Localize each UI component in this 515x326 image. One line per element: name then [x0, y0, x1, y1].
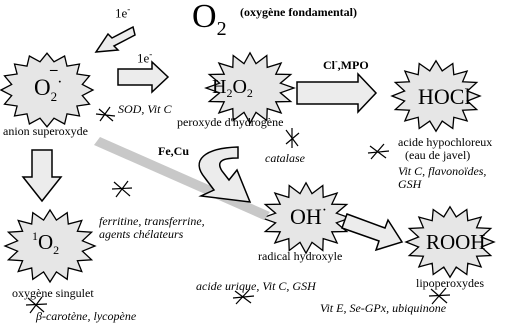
inhibitor-ferritine-1: ferritine, transferrine, [99, 214, 205, 228]
reaction-cl: Cl [323, 58, 335, 72]
title-note: (oxygène fondamental) [240, 5, 357, 19]
h2o2-o: O [232, 76, 247, 98]
superoxide-label: anion superoxyde [3, 124, 88, 138]
inhibit-mark-hocl [368, 144, 389, 159]
arrow-oh-to-rooh [342, 214, 402, 250]
inhibitor-vitc-flav-2: GSH [398, 177, 422, 191]
inhibit-mark-sod [96, 107, 115, 121]
electron-right-sup: - [149, 49, 153, 59]
h2o2-label: peroxyde d'hydrogène [177, 115, 284, 129]
superoxide-dot: · [57, 74, 63, 91]
inhibit-mark-catalase [286, 128, 299, 148]
oh-label: radical hydroxyle [258, 249, 343, 263]
h2o2-h: H [212, 76, 227, 98]
superoxide-minus: – [50, 62, 58, 78]
inhibitor-catalase: catalase [265, 151, 305, 165]
superoxide-formula [34, 74, 63, 104]
inhibit-mark-ferritine [112, 181, 132, 197]
hocl-label-2: (eau de javel) [405, 148, 471, 162]
oh-formula [290, 202, 328, 229]
arrow-superoxide-to-h2o2 [118, 62, 168, 92]
inhibitor-ferritine-2: agents chélateurs [99, 227, 184, 241]
arrow-o2-to-superoxide [96, 27, 135, 52]
hocl-formula: HOCl [418, 84, 471, 109]
title-sub: 2 [216, 18, 227, 40]
curved-arrow-h2o2-to-oh [199, 147, 250, 202]
electron-top-sup: - [127, 4, 131, 14]
hocl-label-1: acide hypochloreux [398, 135, 493, 149]
reaction-cl-sup: - [335, 57, 338, 66]
oh-text: OH [290, 204, 322, 229]
title-o2 [192, 0, 227, 40]
inhibitor-carotene: β-carotène, lycopène [36, 309, 137, 323]
electron-right-text: 1e [137, 50, 150, 66]
oh-dot: · [321, 202, 328, 219]
electron-top-text: 1e [115, 5, 128, 21]
singlet-formula [32, 229, 60, 257]
reaction-cl-mpo [323, 58, 369, 71]
superoxide-o: O [34, 75, 51, 100]
inhibitor-sod: SOD, Vit C [118, 102, 172, 116]
electron-right [137, 50, 152, 64]
rooh-formula: ROOH [426, 230, 486, 254]
title-o: O [192, 0, 217, 35]
singlet-sub: 2 [53, 243, 60, 257]
reaction-mpo: ,MPO [337, 58, 369, 72]
electron-top [115, 5, 130, 19]
h2o2-sub2: 2 [246, 86, 253, 100]
singlet-pre: 1 [32, 229, 38, 243]
inhibitor-vitc-flav-1: Vit C, flavonoïdes, [398, 164, 487, 178]
superoxide-sub: 2 [50, 89, 58, 104]
reaction-fe-cu: Fe,Cu [158, 144, 189, 158]
inhibitor-urique: acide urique, Vit C, GSH [196, 279, 316, 293]
h2o2-sub1: 2 [226, 86, 233, 100]
arrow-superoxide-to-singlet [23, 150, 61, 201]
rooh-label: lipoperoxydes [416, 276, 484, 290]
singlet-o: O [38, 230, 54, 254]
h2o2-formula [212, 76, 253, 100]
singlet-label: oxygène singulet [12, 286, 94, 300]
inhibitor-vite: Vit E, Se-GPx, ubiquinone [320, 301, 447, 315]
arrow-h2o2-to-hocl [297, 74, 376, 112]
